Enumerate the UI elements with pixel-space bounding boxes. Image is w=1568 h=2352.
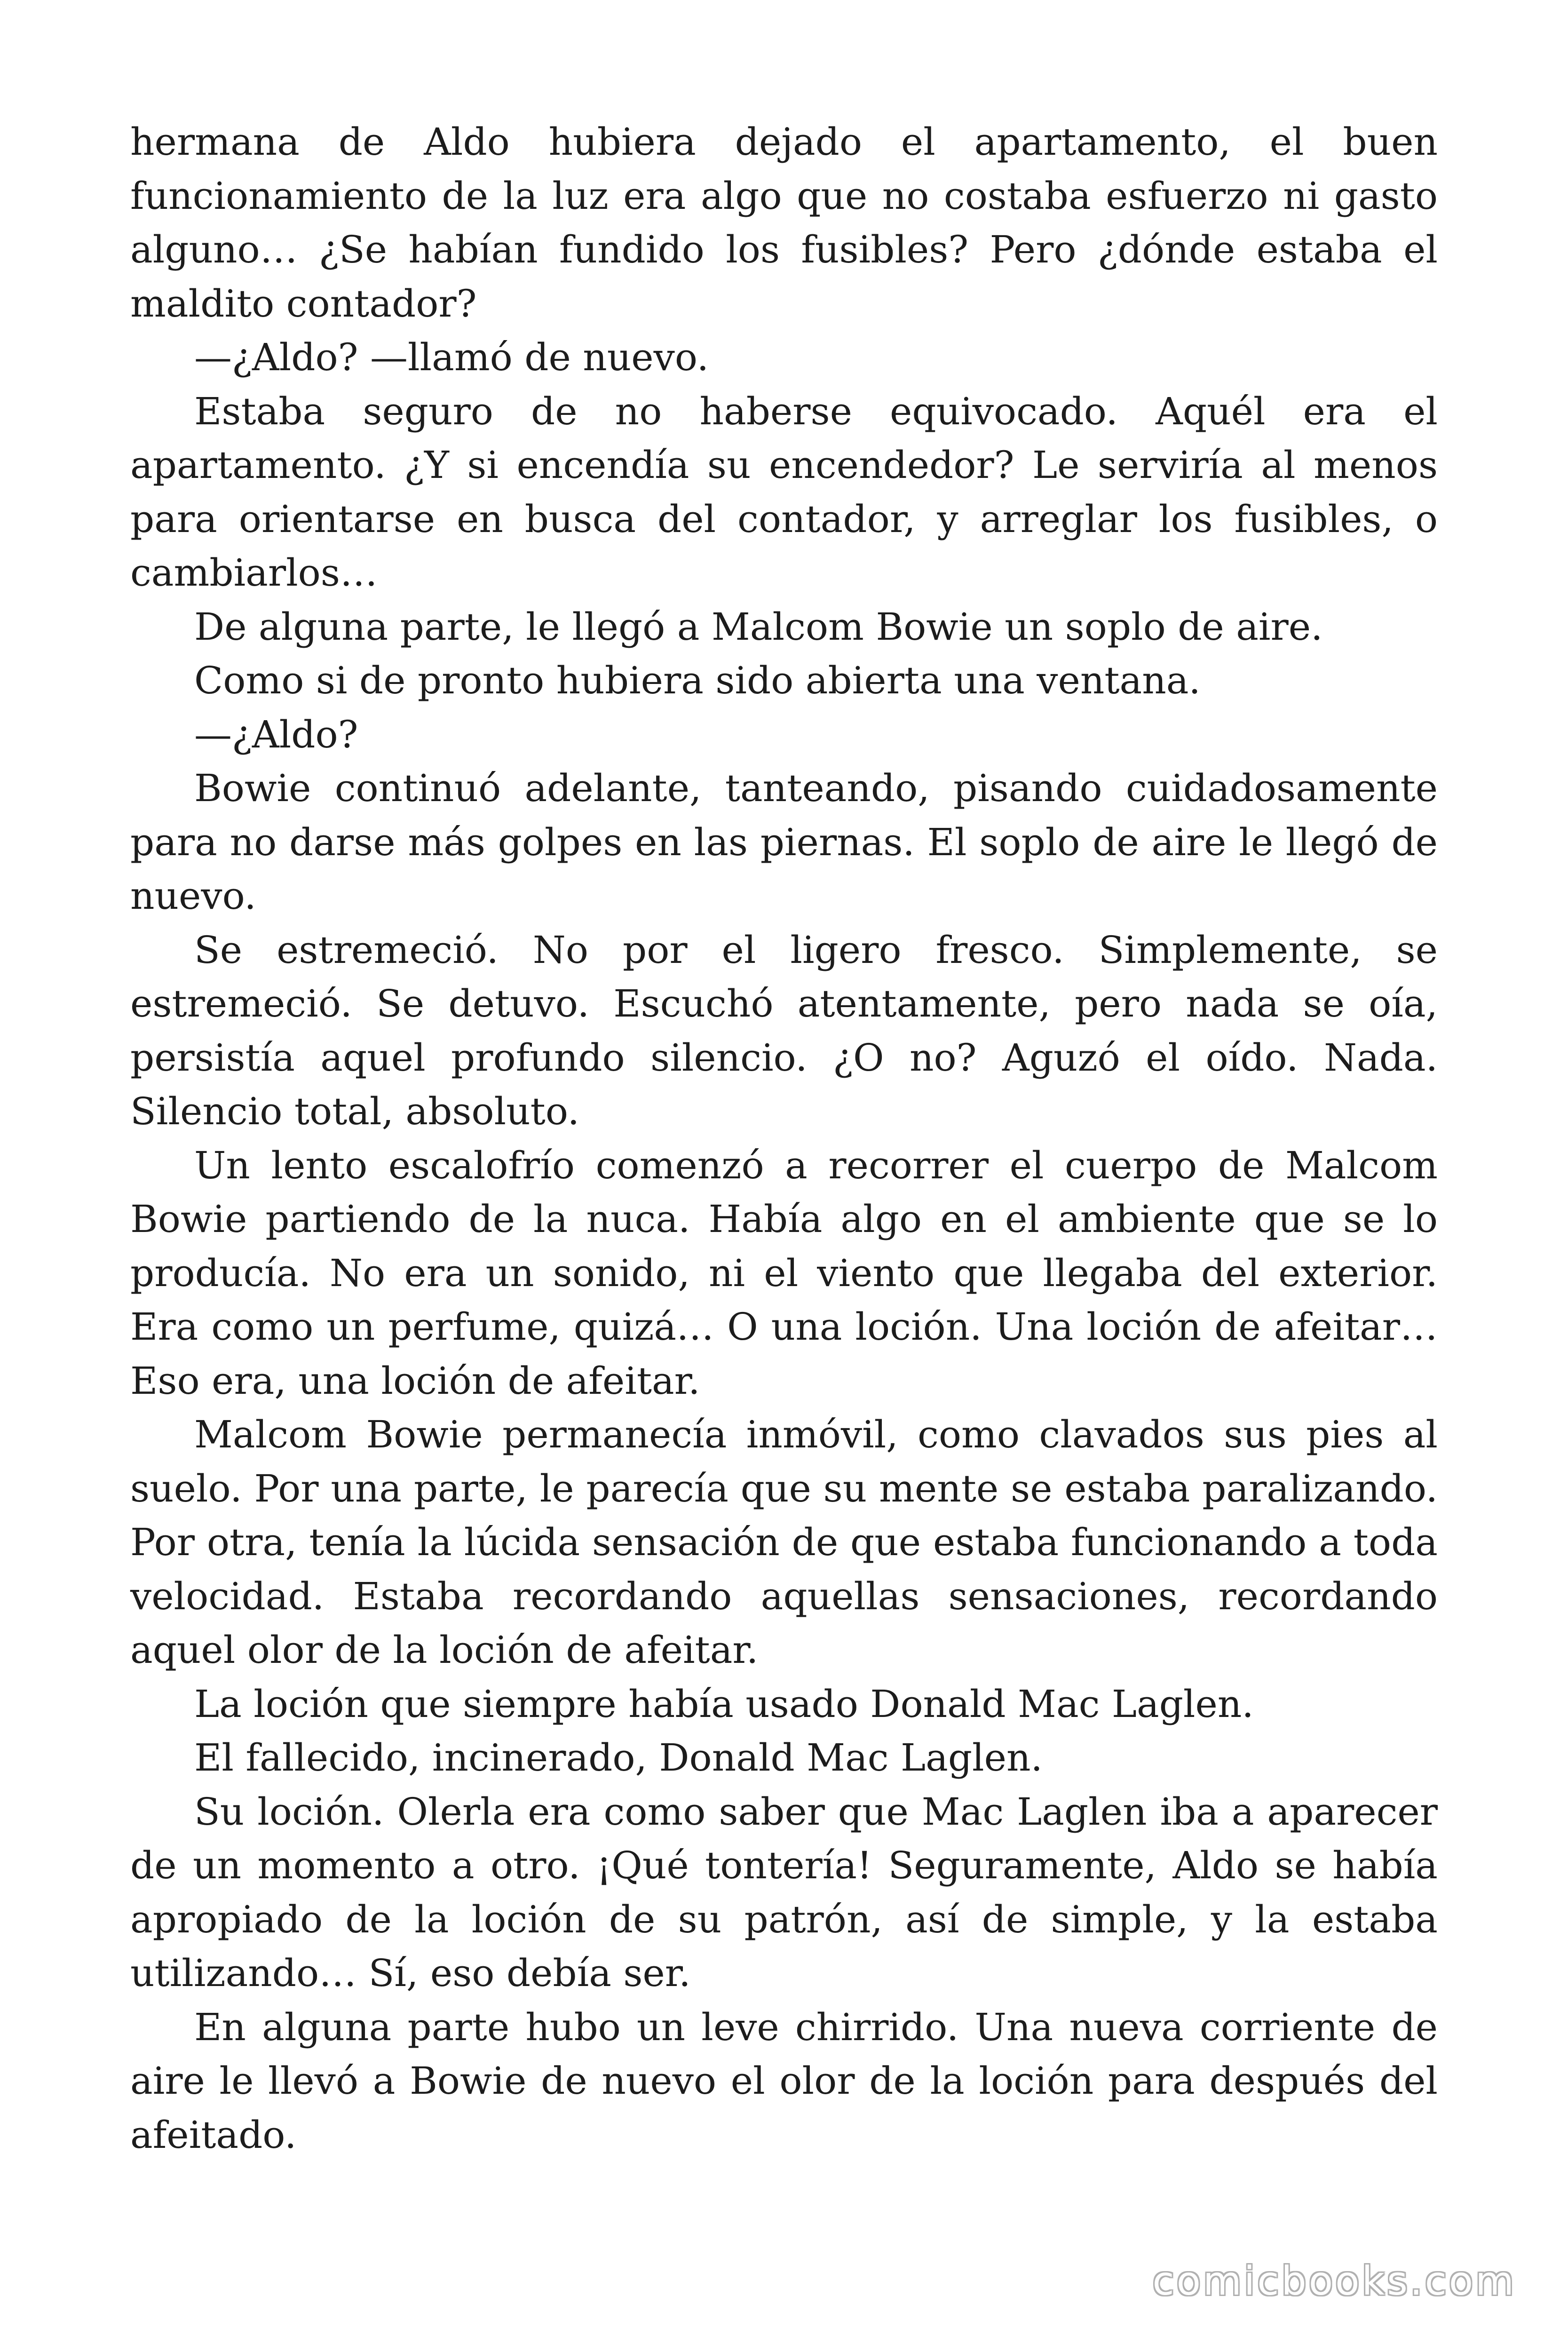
- paragraph-8: Se estremeció. No por el ligero fresco. Simplemente, se estremeció. Se detuvo. Escuchó atentamente, pero nada se oía, persistía aquel profundo silencio. ¿O no? Aguzó el oído. Nada. Silencio total, absoluto.: [130, 928, 1438, 1133]
- paragraph-12: El fallecido, incinerado, Donald Mac Laglen.: [194, 1736, 1043, 1780]
- paragraph-1: hermana de Aldo hubiera dejado el apartamento, el buen funcionamiento de la luz era algo que no costaba esfuerzo ni gasto alguno… ¿Se habían fundido los fusibles? Pero ¿dónde estaba el maldito contador?: [130, 120, 1438, 326]
- paragraph-5: Como si de pronto hubiera sido abierta una ventana.: [194, 659, 1201, 702]
- paragraph-3: Estaba seguro de no haberse equivocado. Aquél era el apartamento. ¿Y si encendía su encendedor? Le serviría al menos para orientarse en busca del contador, y arreglar los fusibles, o cambiarlos…: [130, 389, 1438, 595]
- paragraph-4: De alguna parte, le llegó a Malcom Bowie un soplo de aire.: [194, 604, 1323, 649]
- paragraph-6: —¿Aldo?: [194, 712, 358, 756]
- paragraph-10: Malcom Bowie permanecía inmóvil, como clavados sus pies al suelo. Por una parte, le parecía que su mente se estaba paralizando. Por otra, tenía la lúcida sensación de que estaba funcionando a toda velocidad. Estaba recordando aquellas sensaciones, recordando aquel olor de la loción de afeitar.: [130, 1413, 1438, 1672]
- paragraph-11: La loción que siempre había usado Donald Mac Laglen.: [194, 1682, 1254, 1726]
- paragraph-13: Su loción. Olerla era como saber que Mac Laglen iba a aparecer de un momento a otro. ¡Qué tontería! Seguramente, Aldo se había apropiado de la loción de su patrón, así de simple, y la estaba utilizando… Sí, eso debía ser.: [130, 1789, 1438, 1995]
- watermark: comicbooks.com: [1152, 2258, 1516, 2304]
- body-text: [130, 115, 1438, 2162]
- paragraph-2: —¿Aldo? —llamó de nuevo.: [194, 335, 709, 379]
- paragraph-7: Bowie continuó adelante, tanteando, pisando cuidadosamente para no darse más golpes en las piernas. El soplo de aire le llegó de nuevo.: [130, 766, 1438, 918]
- paragraph-14: En alguna parte hubo un leve chirrido. Una nueva corriente de aire le llevó a Bowie de nuevo el olor de la loción para después del afeitado.: [130, 2005, 1438, 2157]
- paragraph-9: Un lento escalofrío comenzó a recorrer el cuerpo de Malcom Bowie partiendo de la nuca. Había algo en el ambiente que se lo producía. No era un sonido, ni el viento que llegaba del exterior. Era como un perfume, quizá… O una loción. Una loción de afeitar… Eso era, una loción de afeitar.: [130, 1143, 1438, 1403]
